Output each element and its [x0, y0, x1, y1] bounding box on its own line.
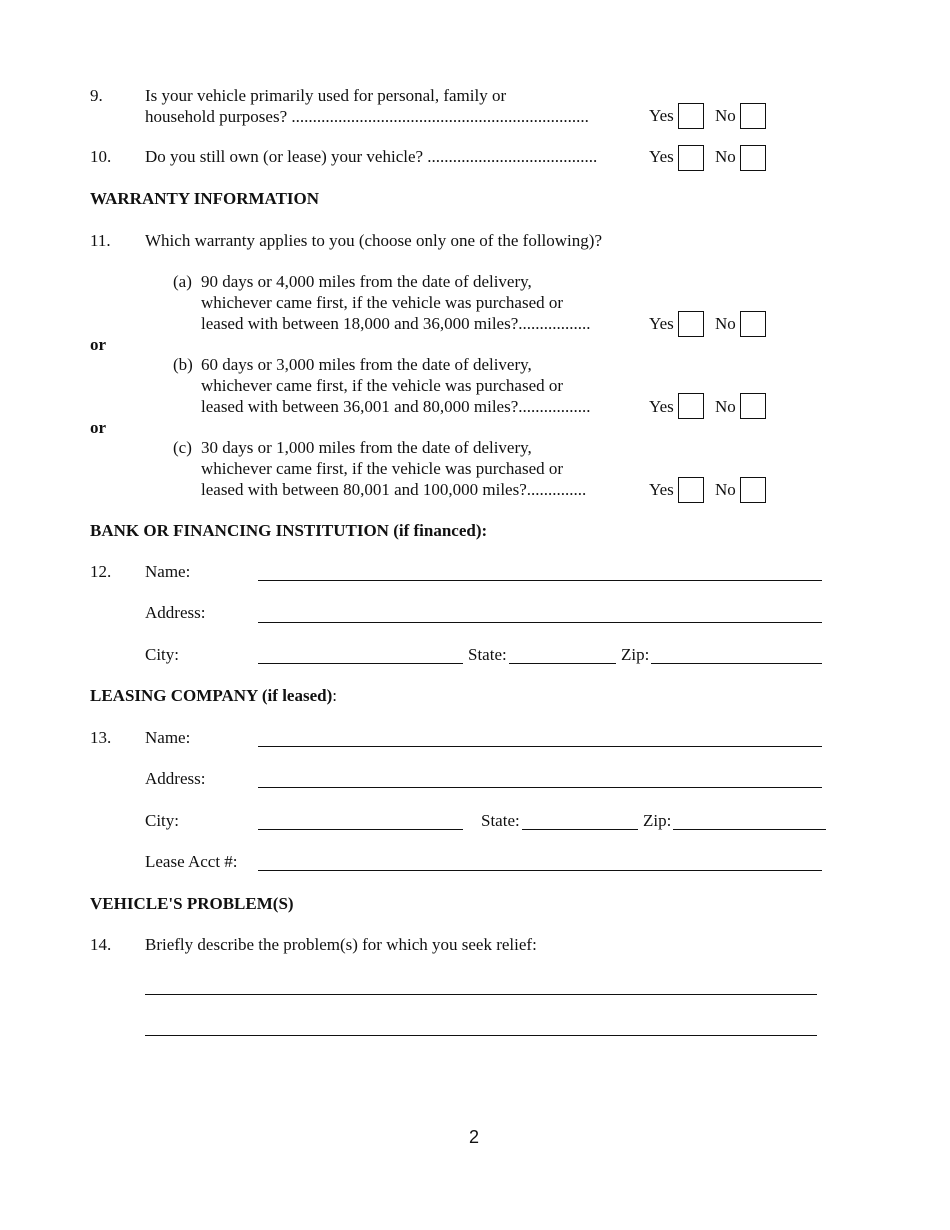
q11a-line2: whichever came first, if the vehicle was purchased or: [201, 293, 564, 312]
q11b-no-checkbox[interactable]: [740, 393, 766, 419]
lease-name-label: Name:: [145, 728, 191, 747]
q11c-yes-label: Yes: [649, 480, 674, 499]
q10-yes-checkbox[interactable]: [678, 145, 704, 171]
bank-city-label: City:: [145, 645, 180, 664]
q14-number: 14.: [90, 935, 112, 954]
q10-no-label: No: [715, 147, 736, 166]
bank-state-label: State:: [468, 645, 507, 664]
q11c-line2: whichever came first, if the vehicle was purchased or: [201, 459, 564, 478]
lease-address-label: Address:: [145, 769, 206, 788]
q9-number: 9.: [90, 86, 103, 105]
q11a-label: (a): [173, 272, 192, 291]
q12-number: 12.: [90, 562, 112, 581]
lease-address-field[interactable]: [258, 787, 822, 788]
q9-text-line1: Is your vehicle primarily used for personal, family or: [145, 86, 507, 105]
q11c-line3: leased with between 80,001 and 100,000 miles?..............: [201, 480, 587, 499]
q9-yes-label: Yes: [649, 106, 674, 125]
q11-text: Which warranty applies to you (choose only one of the following)?: [145, 231, 602, 250]
q11c-yes-checkbox[interactable]: [678, 477, 704, 503]
problems-heading: VEHICLE'S PROBLEM(S): [90, 894, 294, 913]
lease-acct-label: Lease Acct #:: [145, 852, 238, 871]
leasing-heading-text: LEASING COMPANY (if leased): [90, 686, 333, 705]
problem-description-line-2[interactable]: [145, 1035, 817, 1036]
lease-state-label: State:: [481, 811, 520, 830]
bank-state-field[interactable]: [509, 663, 616, 664]
bank-address-label: Address:: [145, 603, 206, 622]
warranty-heading: WARRANTY INFORMATION: [90, 189, 320, 208]
q11b-line2: whichever came first, if the vehicle was purchased or: [201, 376, 564, 395]
q10-no-checkbox[interactable]: [740, 145, 766, 171]
q11a-line1: 90 days or 4,000 miles from the date of delivery,: [201, 272, 532, 291]
q9-text-line2: household purposes? ......................................................................: [145, 107, 589, 126]
lease-city-field[interactable]: [258, 829, 463, 830]
lease-zip-label: Zip:: [643, 811, 672, 830]
q10-yes-label: Yes: [649, 147, 674, 166]
q14-text: Briefly describe the problem(s) for which you seek relief:: [145, 935, 537, 954]
q11b-line1: 60 days or 3,000 miles from the date of delivery,: [201, 355, 532, 374]
bank-name-field[interactable]: [258, 580, 822, 581]
q9-no-checkbox[interactable]: [740, 103, 766, 129]
q11a-no-label: No: [715, 314, 736, 333]
q13-number: 13.: [90, 728, 112, 747]
lease-acct-field[interactable]: [258, 870, 822, 871]
q11c-no-checkbox[interactable]: [740, 477, 766, 503]
bank-zip-field[interactable]: [651, 663, 822, 664]
q11a-line3: leased with between 18,000 and 36,000 miles?.................: [201, 314, 591, 333]
bank-address-field[interactable]: [258, 622, 822, 623]
q10-text: Do you still own (or lease) your vehicle? ........................................: [145, 147, 598, 166]
or-separator-2: or: [90, 418, 107, 437]
problem-description-line-1[interactable]: [145, 994, 817, 995]
q11b-no-label: No: [715, 397, 736, 416]
q11-number: 11.: [90, 231, 111, 250]
q11a-no-checkbox[interactable]: [740, 311, 766, 337]
q11a-yes-checkbox[interactable]: [678, 311, 704, 337]
q11b-line3: leased with between 36,001 and 80,000 miles?.................: [201, 397, 591, 416]
leasing-heading-colon: :: [332, 686, 337, 705]
lease-state-field[interactable]: [522, 829, 638, 830]
q11a-yes-label: Yes: [649, 314, 674, 333]
page-number: 2: [469, 1127, 480, 1147]
lease-zip-field[interactable]: [673, 829, 826, 830]
leasing-heading: [90, 686, 337, 706]
or-separator-1: or: [90, 335, 107, 354]
lease-city-label: City:: [145, 811, 180, 830]
q9-yes-checkbox[interactable]: [678, 103, 704, 129]
q11b-label: (b): [173, 355, 193, 374]
q11c-no-label: No: [715, 480, 736, 499]
q11b-yes-label: Yes: [649, 397, 674, 416]
q11c-line1: 30 days or 1,000 miles from the date of delivery,: [201, 438, 532, 457]
q11c-label: (c): [173, 438, 192, 457]
q11b-yes-checkbox[interactable]: [678, 393, 704, 419]
q9-no-label: No: [715, 106, 736, 125]
bank-zip-label: Zip:: [621, 645, 650, 664]
bank-heading: BANK OR FINANCING INSTITUTION (if financed):: [90, 521, 488, 540]
lease-name-field[interactable]: [258, 746, 822, 747]
bank-name-label: Name:: [145, 562, 191, 581]
bank-city-field[interactable]: [258, 663, 463, 664]
q10-number: 10.: [90, 147, 112, 166]
